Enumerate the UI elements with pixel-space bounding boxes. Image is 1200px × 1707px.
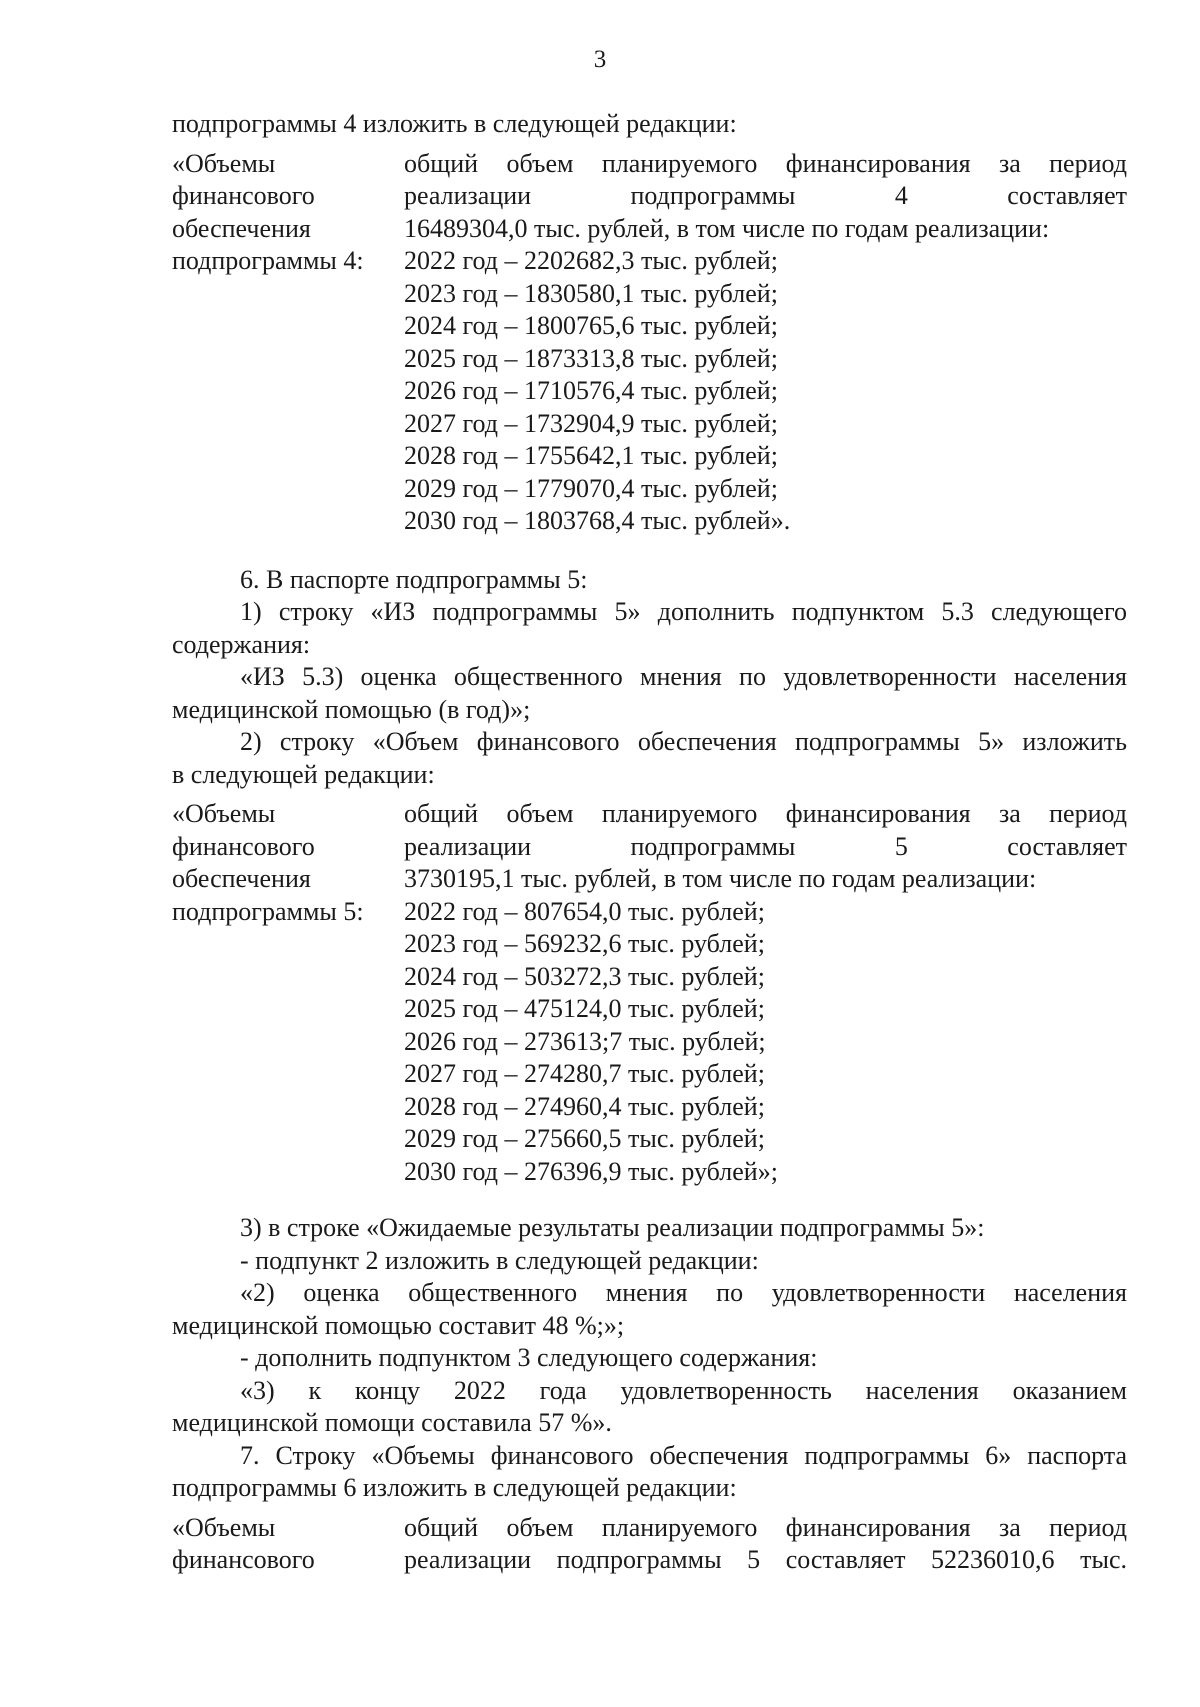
table-label-cell xyxy=(172,148,404,538)
year-line: 2024 год – 503272,3 тыс. рублей; xyxy=(404,961,765,991)
document-body xyxy=(172,108,1127,1577)
paragraph-line: подпрограммы 6 изложить в следующей редакции: xyxy=(172,1473,737,1502)
table-label-cell xyxy=(172,1512,404,1577)
paragraph-line: - подпункт 2 изложить в следующей редакции: xyxy=(240,1245,759,1275)
page-number: 3 xyxy=(593,46,607,73)
paragraph-line: «2) оценка общественного мнения по удовлетворенности населения xyxy=(240,1278,1127,1307)
year-line: 2029 год – 275660,5 тыс. рублей; xyxy=(404,1124,765,1153)
year-line: 2026 год – 1710576,4 тыс. рублей; xyxy=(404,376,778,405)
table-label-cell xyxy=(172,798,404,1188)
table-desc-line: 3730195,1 тыс. рублей, в том числе по годам реализации: xyxy=(404,864,1037,893)
table-desc-line: реализации подпрограммы 5 составляет 52236010,6 тыс. xyxy=(404,1545,1127,1574)
paragraph-line: медицинской помощью (в год)»; xyxy=(172,694,531,724)
table-label-line: подпрограммы 4: xyxy=(172,246,364,275)
year-line: 2027 год – 1732904,9 тыс. рублей; xyxy=(404,408,778,438)
table-desc-line: реализации подпрограммы 4 составляет xyxy=(404,181,1127,210)
year-line: 2027 год – 274280,7 тыс. рублей; xyxy=(404,1059,765,1088)
paragraph-line: «ИЗ 5.3) оценка общественного мнения по удовлетворенности населения xyxy=(240,662,1127,691)
year-line: 2030 год – 276396,9 тыс. рублей»; xyxy=(404,1156,778,1186)
table-value-cell xyxy=(404,1512,1127,1577)
table-label-line: финансового xyxy=(172,1545,315,1574)
paragraph-line: содержания: xyxy=(172,629,311,659)
section-6-heading: 6. В паспорте подпрограммы 5: xyxy=(240,564,588,594)
table-label-line: «Объемы xyxy=(172,799,276,828)
year-line: 2023 год – 1830580,1 тыс. рублей; xyxy=(404,278,778,308)
year-line: 2022 год – 2202682,3 тыс. рублей; xyxy=(404,246,778,275)
year-line: 2026 год – 273613;7 тыс. рублей; xyxy=(404,1026,766,1056)
year-line: 2023 год – 569232,6 тыс. рублей; xyxy=(404,929,765,958)
table-label-line: «Объемы xyxy=(172,1512,276,1542)
year-line: 2028 год – 1755642,1 тыс. рублей; xyxy=(404,441,778,470)
intro-line: подпрограммы 4 изложить в следующей редакции: xyxy=(172,109,737,138)
paragraph-line: 2) строку «Объем финансового обеспечения подпрограммы 5» изложить xyxy=(240,727,1127,756)
year-line: 2030 год – 1803768,4 тыс. рублей». xyxy=(404,506,791,535)
table-label-line: «Объемы xyxy=(172,148,276,178)
year-line: 2025 год – 1873313,8 тыс. рублей; xyxy=(404,343,778,373)
financing-table-subprogram-5 xyxy=(172,798,1127,1188)
table-desc-line: общий объем планируемого финансирования за период xyxy=(404,148,1127,178)
table-desc-line: общий объем планируемого финансирования за период xyxy=(404,799,1127,828)
paragraph-line: медицинской помощью составит 48 %;»; xyxy=(172,1310,625,1340)
year-line: 2024 год – 1800765,6 тыс. рублей; xyxy=(404,311,778,340)
table-value-cell xyxy=(404,148,1127,538)
year-line: 2022 год – 807654,0 тыс. рублей; xyxy=(404,896,765,926)
table-value-cell xyxy=(404,798,1127,1188)
paragraph-line: 3) в строке «Ожидаемые результаты реализации подпрограммы 5»: xyxy=(240,1213,985,1242)
paragraph-line: медицинской помощи составила 57 %». xyxy=(172,1408,612,1437)
table-label-line: финансового xyxy=(172,831,315,861)
paragraph-line: в следующей редакции: xyxy=(172,759,435,789)
paragraph-line: - дополнить подпунктом 3 следующего содержания: xyxy=(240,1343,818,1372)
table-desc-line: 16489304,0 тыс. рублей, в том числе по годам реализации: xyxy=(404,213,1050,243)
year-line: 2025 год – 475124,0 тыс. рублей; xyxy=(404,994,765,1023)
table-label-line: финансового xyxy=(172,181,315,210)
paragraph-line: 1) строку «ИЗ подпрограммы 5» дополнить подпунктом 5.3 следующего xyxy=(240,597,1127,626)
year-line: 2029 год – 1779070,4 тыс. рублей; xyxy=(404,473,778,503)
table-label-line: подпрограммы 5: xyxy=(172,896,364,926)
table-desc-line: общий объем планируемого финансирования за период xyxy=(404,1512,1127,1542)
table-desc-line: реализации подпрограммы 5 составляет xyxy=(404,831,1127,861)
paragraph-line: 7. Строку «Объемы финансового обеспечения подпрограммы 6» паспорта xyxy=(240,1440,1127,1470)
table-label-line: обеспечения xyxy=(172,864,311,893)
table-label-line: обеспечения xyxy=(172,213,311,243)
financing-table-subprogram-4 xyxy=(172,148,1127,538)
paragraph-line: «3) к концу 2022 года удовлетворенность населения оказанием xyxy=(240,1375,1127,1405)
year-line: 2028 год – 274960,4 тыс. рублей; xyxy=(404,1091,765,1121)
financing-table-subprogram-6 xyxy=(172,1512,1127,1577)
